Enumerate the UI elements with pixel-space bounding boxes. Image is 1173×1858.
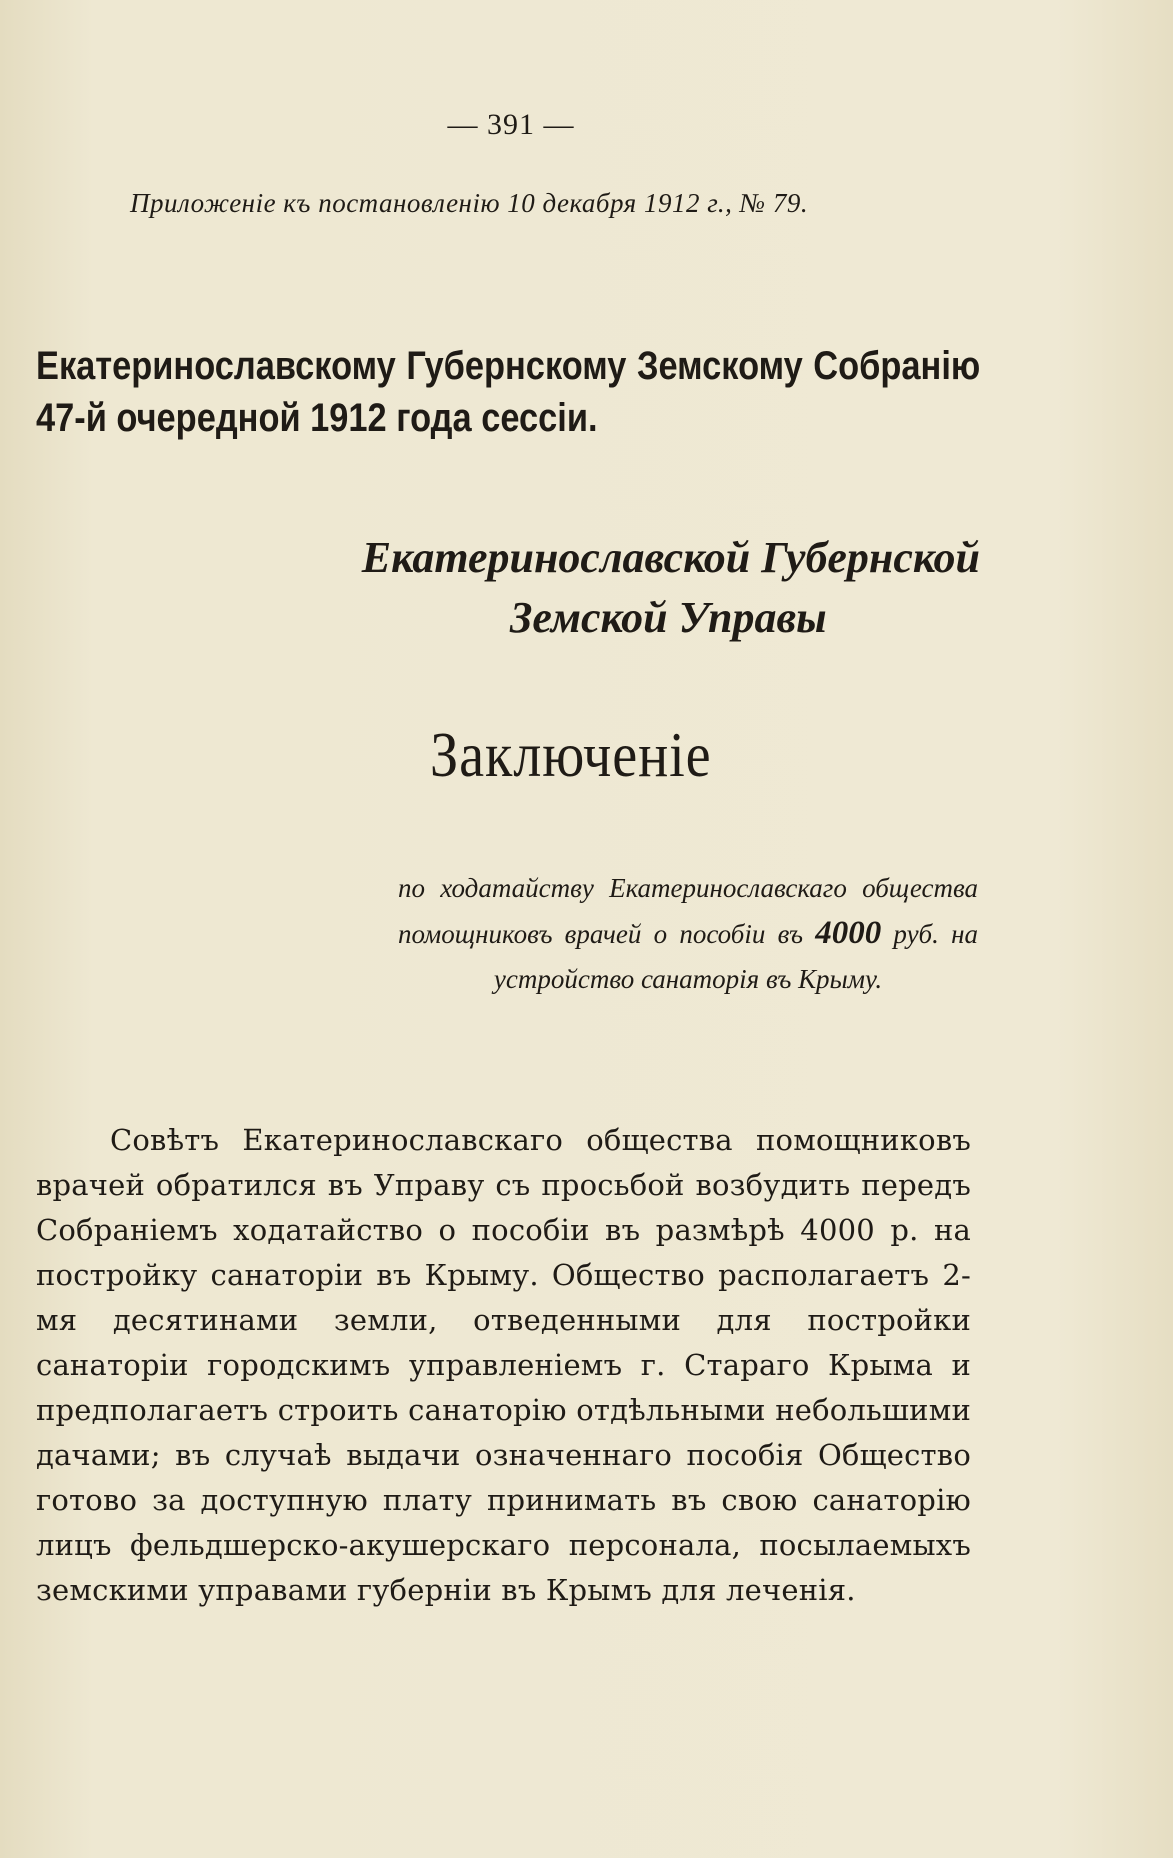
- authority-line-2: Земской Управы: [510, 593, 827, 642]
- addressee-heading: Екатеринославскому Губернскому Земскому Собранію 47-й очередной 1912 года сессіи.: [36, 344, 981, 440]
- subject-text-1: по ходатайству Екатеринославскаго общества помощниковъ врачей о пособіи въ: [398, 873, 978, 949]
- subject-amount: 4000: [815, 915, 882, 951]
- subject-text-2: руб. на устройство санаторія въ Крыму.: [493, 919, 978, 994]
- page-number: — 391 —: [447, 108, 575, 141]
- subject-paragraph: [398, 866, 978, 1002]
- body-paragraph: Совѣтъ Екатеринославскаго общества помощниковъ врачей обратился въ Управу съ просьбой возбудить передъ Собраніемъ ходатайство о пособіи въ размѣрѣ 4000 р. на постройку санаторіи въ Крыму. Общество располагаетъ 2-мя десятинами земли, отведенными для постройки санаторіи городскимъ управленіемъ г. Стараго Крыма и предполагаетъ строить санаторію отдѣльными небольшими дачами; въ случаѣ выдачи означеннаго пособія Общество готово за доступную плату принимать въ свою санаторію лицъ фельдшерско-акушерскаго персонала, посылаемыхъ земскими управами губерніи въ Крымъ для леченія.: [36, 1123, 971, 1607]
- authority-line-1: Екатеринославской Губернской: [361, 533, 980, 582]
- authority-heading: [360, 528, 980, 648]
- appendix-note: Приложеніе къ постановленію 10 декабря 1912 г., № 79.: [130, 188, 809, 218]
- document-title: Заключеніе: [430, 719, 712, 790]
